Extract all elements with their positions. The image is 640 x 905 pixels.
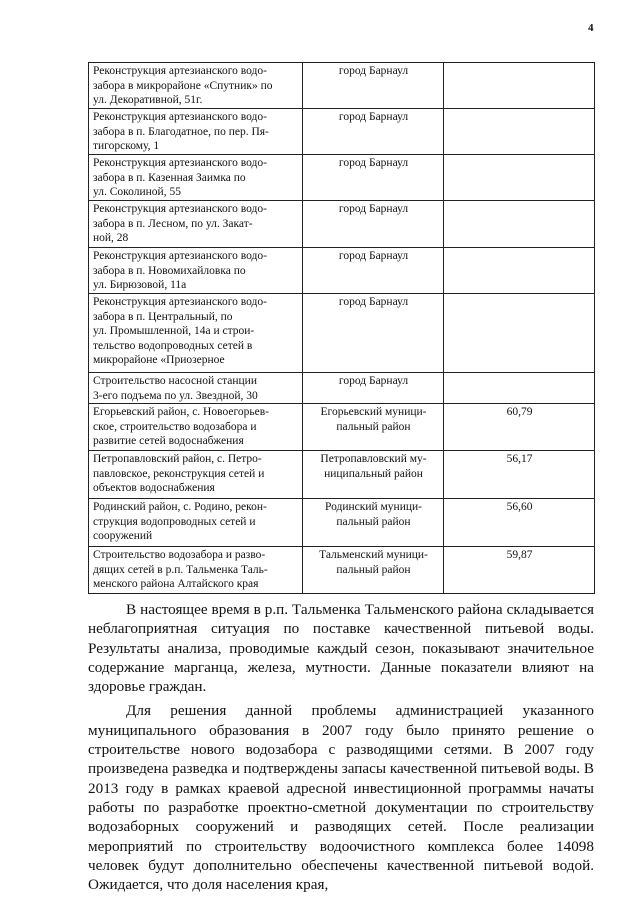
project-name-cell: Реконструкция артезианского водо- забора в п. Лесном, по ул. Закат- ной, 28 [89, 201, 303, 248]
value-cell [444, 201, 595, 248]
table-row [89, 155, 595, 201]
project-name-cell: Петропавловский район, с. Петро- павловское, реконструкция сетей и объектов водоснабжения [89, 451, 303, 499]
project-name-cell: Реконструкция артезианского водо- забора в микрорайоне «Спутник» по ул. Декоративной, 51г. [89, 63, 303, 109]
value-cell: 56,60 [444, 499, 595, 547]
municipality-cell: Петропавловский му- ниципальный район [303, 451, 444, 499]
project-name-cell: Родинский район, с. Родино, рекон- струкция водопроводных сетей и сооружений [89, 499, 303, 547]
project-name-cell: Реконструкция артезианского водо- забора в п. Центральный, по ул. Промышленной, 14а и строи- тельство водопроводных сетей в микрорайоне «Приозерное [89, 294, 303, 373]
municipality-cell: город Барнаул [303, 373, 444, 404]
project-name-cell: Реконструкция артезианского водо- забора в п. Казенная Заимка по ул. Соколиной, 55 [89, 155, 303, 201]
table-row [89, 248, 595, 294]
table-row [89, 404, 595, 451]
municipality-cell: город Барнаул [303, 248, 444, 294]
value-cell: 60,79 [444, 404, 595, 451]
municipality-cell: Егорьевский муници- пальный район [303, 404, 444, 451]
value-cell: 59,87 [444, 547, 595, 594]
municipality-cell: город Барнаул [303, 63, 444, 109]
table-row [89, 294, 595, 373]
value-cell [444, 155, 595, 201]
project-name-cell: Строительство насосной станции 3-его подъема по ул. Звездной, 30 [89, 373, 303, 404]
paragraph: Для решения данной проблемы администрацией указанного муниципального образования в 2007 году было принято решение о строительстве нового водозабора с разводящими сетями. В 2007 году произведена разведка и подтверждены запасы качественной питьевой воды. В 2013 году в рамках краевой адресной инвестиционной программы начаты работы по разработке проектно-сметной документации по строительству водозаборных сооружений и разводящих сетей. После реализации мероприятий по строительству водоочистного комплекса более 14098 человек будут дополнительно обеспечены качественной питьевой водой. Ожидается, что доля населения края, [88, 702, 594, 894]
table-row [89, 201, 595, 248]
value-cell [444, 109, 595, 155]
value-cell [444, 373, 595, 404]
projects-table [88, 62, 595, 594]
projects-table-body [89, 63, 595, 594]
value-cell [444, 248, 595, 294]
value-cell [444, 63, 595, 109]
value-cell: 56,17 [444, 451, 595, 499]
project-name-cell: Реконструкция артезианского водо- забора в п. Новомихайловка по ул. Бирюзовой, 11а [89, 248, 303, 294]
municipality-cell: город Барнаул [303, 155, 444, 201]
project-name-cell: Егорьевский район, с. Новоегорьев- ское, строительство водозабора и развитие сетей водоснабжения [89, 404, 303, 451]
table-row [89, 109, 595, 155]
project-name-cell: Реконструкция артезианского водо- забора в п. Благодатное, по пер. Пя- тигорскому, 1 [89, 109, 303, 155]
municipality-cell: город Барнаул [303, 201, 444, 248]
table-row [89, 499, 595, 547]
table-row [89, 547, 595, 594]
value-cell [444, 294, 595, 373]
table-row [89, 63, 595, 109]
municipality-cell: город Барнаул [303, 109, 444, 155]
table-row [89, 451, 595, 499]
page-number: 4 [588, 22, 594, 34]
paragraph: В настоящее время в р.п. Тальменка Тальменского района складывается неблагоприятная ситуация по поставке качественной питьевой воды. Результаты анализа, проводимые каждый сезон, показывают значительное содержание марганца, железа, мутности. Данные показатели влияют на здоровье граждан. [88, 601, 594, 696]
municipality-cell: город Барнаул [303, 294, 444, 373]
municipality-cell: Тальменский муници- пальный район [303, 547, 444, 594]
body-text [88, 600, 594, 894]
municipality-cell: Родинский муници- пальный район [303, 499, 444, 547]
table-row [89, 373, 595, 404]
project-name-cell: Строительство водозабора и разво- дящих сетей в р.п. Тальменка Таль- менского района Алтайского края [89, 547, 303, 594]
